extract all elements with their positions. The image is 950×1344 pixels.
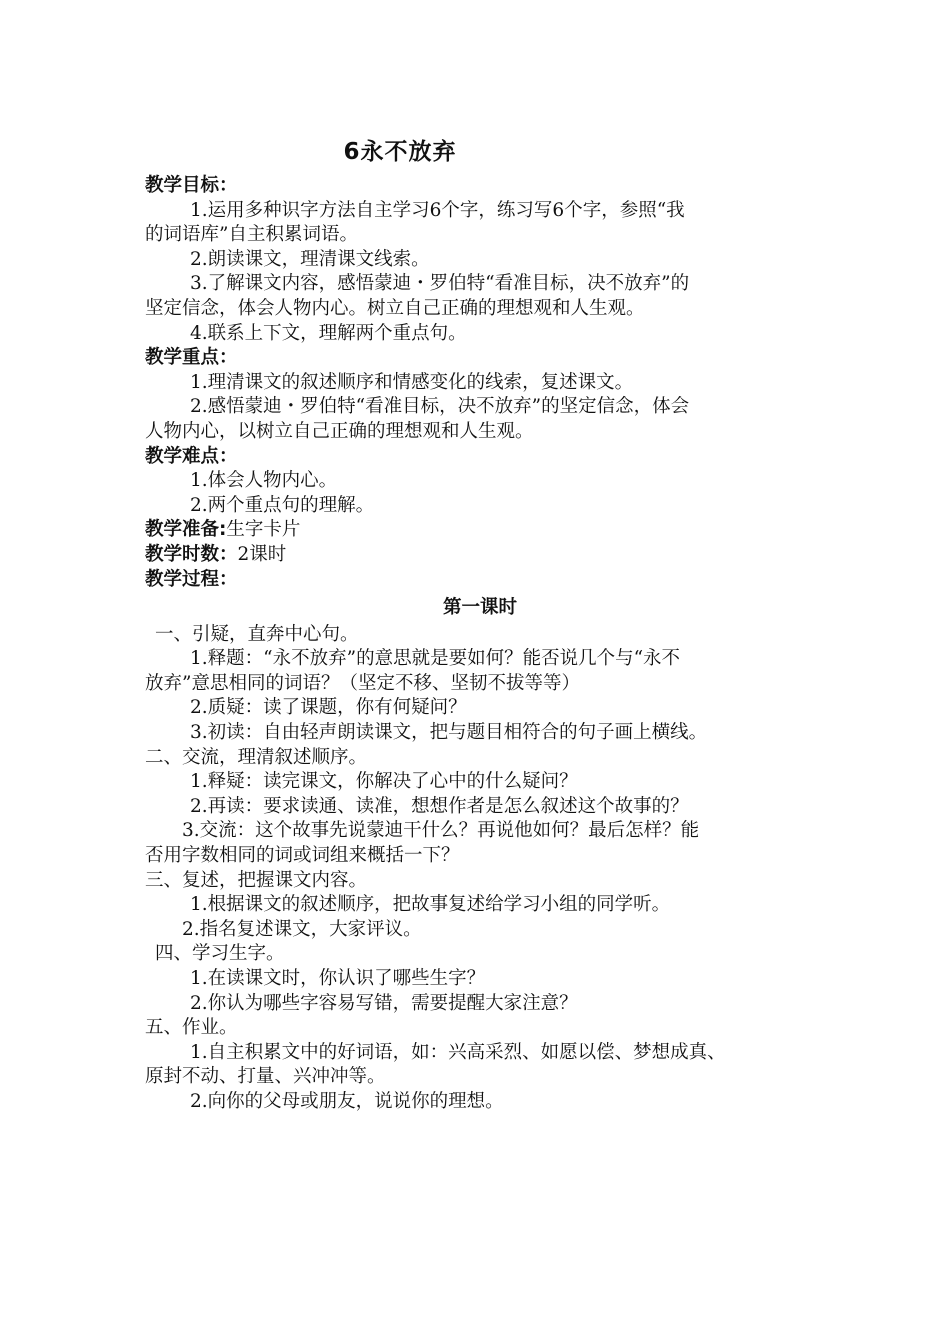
section-line: 2.质疑：读了课题，你有何疑问？ xyxy=(190,697,467,719)
section-heading: 三、复述，把握课文内容。 xyxy=(145,869,368,891)
section-line: 1.自主积累文中的好词语，如：兴高采烈、如愿以偿、梦想成真、 xyxy=(190,1041,726,1063)
document-title: 6永不放弃 xyxy=(343,139,457,165)
section-line: 2.向你的父母或朋友，说说你的理想。 xyxy=(190,1090,504,1112)
class-hours-row xyxy=(145,543,815,568)
section-line: 原封不动、打量、兴冲冲等。 xyxy=(145,1066,386,1088)
key-points-heading: 教学重点： xyxy=(145,347,238,369)
goals-line: 的词语库”自主积累词语。 xyxy=(145,224,358,246)
section-heading: 二、交流，理清叙述顺序。 xyxy=(145,746,368,768)
section-line: 1.在读课文时，你认识了哪些生字？ xyxy=(190,968,486,989)
section-line: 3.初读：自由轻声朗读课文，把与题目相符合的句子画上横线。 xyxy=(190,722,708,744)
difficult-points-line: 1.体会人物内心。 xyxy=(190,470,338,492)
section-line: 1.根据课文的叙述顺序，把故事复述给学习小组的同学听。 xyxy=(190,894,671,916)
lesson-title: 第一课时 xyxy=(442,597,517,619)
section-heading: 四、学习生字。 xyxy=(155,943,285,965)
section-line: 2.你认为哪些字容易写错，需要提醒大家注意？ xyxy=(190,992,578,1014)
preparation-heading: 教学准备: xyxy=(145,519,227,541)
difficult-points-line: 2.两个重点句的理解。 xyxy=(190,494,375,516)
goals-line: 坚定信念，体会人物内心。树立自己正确的理想观和人生观。 xyxy=(145,297,645,319)
preparation-row xyxy=(145,518,815,543)
key-points-line: 1.理清课文的叙述顺序和情感变化的线索，复述课文。 xyxy=(190,371,634,393)
section-line: 2.指名复述课文，大家评议。 xyxy=(182,918,422,940)
goals-heading: 教学目标： xyxy=(145,175,238,196)
key-points-line: 人物内心，以树立自己正确的理想观和人生观。 xyxy=(145,420,534,442)
section-line: 1.释题：“永不放弃”的意思就是要如何？能否说几个与“永不 xyxy=(190,648,681,670)
section-heading: 一、引疑，直奔中心句。 xyxy=(155,623,359,645)
goals-line: 2.朗读课文，理清课文线索。 xyxy=(190,248,430,270)
section-line: 1.释疑：读完课文，你解决了心中的什么疑问？ xyxy=(190,771,578,793)
section-line: 否用字数相同的词或词组来概括一下？ xyxy=(145,845,460,867)
goals-line: 4.联系上下文，理解两个重点句。 xyxy=(190,322,467,344)
class-hours-heading: 教学时数： xyxy=(145,543,238,565)
section-line: 放弃”意思相同的词语？（坚定不移、坚韧不拔等等） xyxy=(145,672,580,694)
goals-line: 1.运用多种识字方法自主学习6个字，练习写6个字，参照“我 xyxy=(190,199,685,221)
class-hours-value: 2课时 xyxy=(237,543,287,565)
key-points-line: 2.感悟蒙迪・罗伯特“看准目标，决不放弃”的坚定信念，体会 xyxy=(190,396,690,418)
goals-line: 3.了解课文内容，感悟蒙迪・罗伯特“看准目标，决不放弃”的 xyxy=(190,273,690,295)
preparation-value: 生字卡片 xyxy=(226,519,301,541)
section-heading: 五、作业。 xyxy=(145,1017,238,1039)
section-line: 3.交流：这个故事先说蒙迪干什么？再说他如何？最后怎样？能 xyxy=(182,820,700,842)
section-line: 2.再读：要求读通、读准，想想作者是怎么叙述这个故事的？ xyxy=(190,795,689,817)
document-body xyxy=(145,174,815,1115)
difficult-points-heading: 教学难点： xyxy=(145,445,238,467)
process-heading: 教学过程： xyxy=(145,568,238,590)
